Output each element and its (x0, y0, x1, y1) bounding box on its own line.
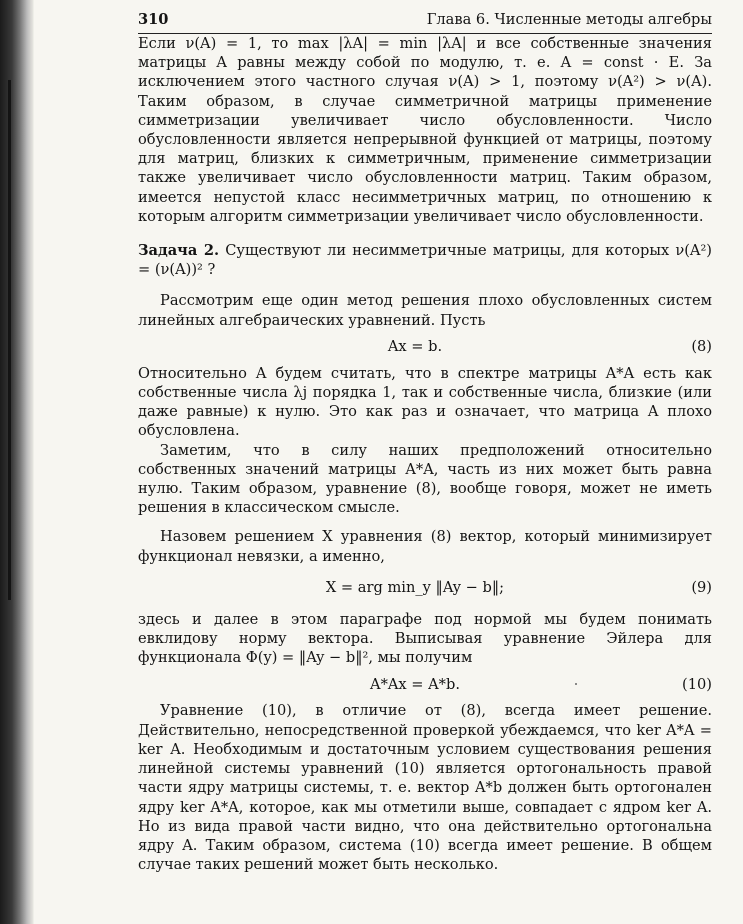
task-text: Существуют ли несимметричные матрицы, для которых ν(A²) = (ν(A))² ? (138, 242, 712, 279)
paragraph-6: здесь и далее в этом параграфе под нормой мы будем понимать евклидову норму вектора. Выписывая уравнение Эйлера для функционала Φ(y) = ‖Ay − b‖², мы получим (138, 610, 712, 667)
paragraph-4: Заметим, что в силу наших предположений относительно собственных значений матрицы A*A, часть из них может быть равна нулю. Таким образом, уравнение (8), вообще говоря, может не иметь решения в классическом смысле. (138, 441, 712, 517)
equation-9-number: (9) (691, 579, 712, 597)
book-binding-shadow (0, 0, 34, 924)
paragraph-3: Относительно A будем считать, что в спектре матрицы A*A есть как собственные числа λj порядка 1, так и собственные числа, близкие (или даже равные) к нулю. Это как раз и означает, что матрица A плохо обусловлена. (138, 364, 712, 440)
paragraph-1: Если ν(A) = 1, то max |λA| = min |λA| и все собственные значения матрицы A равны между собой по модулю, т. е. A = const · E. За исключением этого частного случая ν(A) > 1, поэтому ν(A²) > ν(A). Таким образом, в случае симметричной матрицы применение симметризации увеличивает число обусловленности. Число обусловленности является непрерывной функцией от матрицы, поэтому для матриц, близких к симметричным, применение симметризации также увеличивает число обусловленности матриц. Таким образом, имеется непустой класс несимметричных матриц, по отношению к которым алгоритм симметризации увеличивает число обусловленности. (138, 35, 712, 225)
equation-8-number: (8) (691, 338, 712, 356)
paragraph-2: Рассмотрим еще один метод решения плохо обусловленных систем линейных алгебраических уравнений. Пусть (138, 292, 712, 329)
page-number: 310 (138, 11, 169, 28)
equation-10-formula: A*Ax = A*b. (370, 675, 460, 693)
task-label: Задача 2. (138, 242, 220, 260)
spacer (138, 517, 712, 527)
paragraph-7: Уравнение (10), в отличие от (8), всегда имеет решение. Действительно, непосредственной проверкой убеждаемся, что ker A*A = ker A. Необходимым и достаточным условием существования решения линейной системы уравнений (10) является ортогональность правой части ядру матрицы системы, т. е. вектор A*b должен быть ортогонален ядру ker A*A, которое, как мы отметили выше, совпадает с ядром ker A. Но из вида правой части видно, что она действительно ортогональна ядру A. Таким образом, система (10) всегда имеет решение. В общем случае таких решений может быть несколько. (138, 702, 712, 874)
chapter-title: Глава 6. Численные методы алгебры (426, 11, 712, 28)
binding-streak (8, 80, 11, 600)
running-header (138, 10, 712, 34)
task-2 (138, 241, 712, 279)
equation-8-formula: Ax = b. (387, 338, 443, 356)
paragraph-5: Назовем решением X уравнения (8) вектор, который минимизирует функционал невязки, а именно, (138, 528, 712, 565)
page (138, 10, 712, 874)
equation-9-formula: X = arg min_y ‖Ay − b‖; (325, 579, 505, 597)
equation-9 (138, 566, 712, 610)
equation-10 (138, 667, 712, 701)
spacer (138, 279, 712, 291)
equation-10-number: (10) (682, 675, 712, 693)
equation-8 (138, 330, 712, 364)
